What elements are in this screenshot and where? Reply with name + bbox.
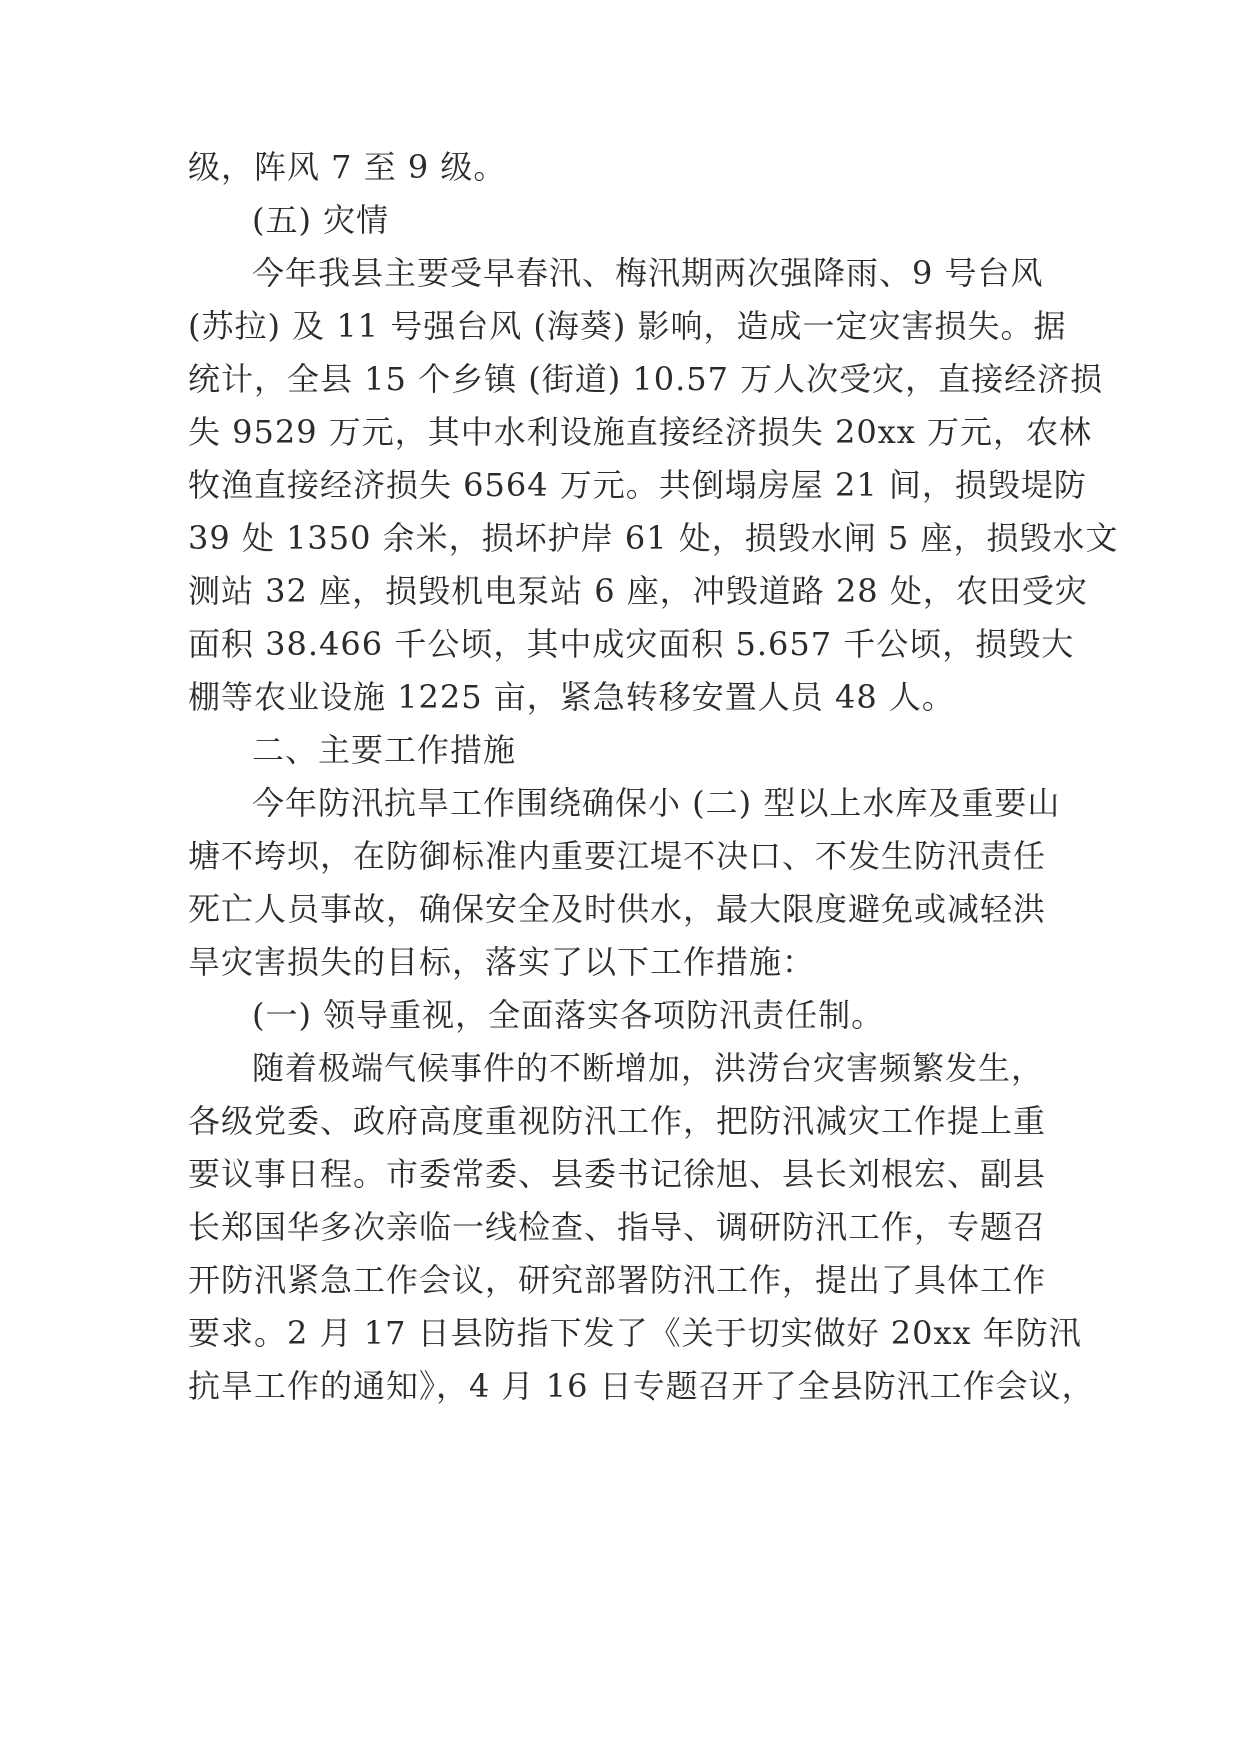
paragraph-line: 要议事日程。市委常委、县委书记徐旭、县长刘根宏、副县 <box>188 1155 1047 1193</box>
paragraph-line: 死亡人员事故，确保安全及时供水，最大限度避免或减轻洪 <box>188 890 1047 928</box>
paragraph-line: 39 处 1350 余米，损坏护岸 61 处，损毁水闸 5 座，损毁水文 <box>188 519 1119 557</box>
paragraph-line: 开防汛紧急工作会议，研究部署防汛工作，提出了具体工作 <box>188 1261 1047 1299</box>
paragraph-line: 统计，全县 15 个乡镇 (街道) 10.57 万人次受灾，直接经济损 <box>188 360 1104 398</box>
paragraph-line: 长郑国华多次亲临一线检查、指导、调研防汛工作，专题召 <box>188 1208 1047 1246</box>
text-line: 级，阵风 7 至 9 级。 <box>188 148 507 186</box>
paragraph-line: 要求。2 月 17 日县防指下发了《关于切实做好 20xx 年防汛 <box>188 1314 1082 1352</box>
paragraph-line: (苏拉) 及 11 号强台风 (海葵) 影响，造成一定灾害损失。据 <box>188 307 1067 345</box>
paragraph-line: 随着极端气候事件的不断增加，洪涝台灾害频繁发生， <box>252 1049 1045 1087</box>
paragraph-line: 旱灾害损失的目标，落实了以下工作措施： <box>188 943 816 981</box>
paragraph-line: 各级党委、政府高度重视防汛工作，把防汛减灾工作提上重 <box>188 1102 1047 1140</box>
section-heading: (五) 灾情 <box>252 201 390 239</box>
paragraph-line: 今年我县主要受早春汛、梅汛期两次强降雨、9 号台风 <box>252 254 1044 292</box>
paragraph-line: 塘不垮坝，在防御标准内重要江堤不决口、不发生防汛责任 <box>188 837 1047 875</box>
paragraph-line: 失 9529 万元，其中水利设施直接经济损失 20xx 万元，农林 <box>188 413 1092 451</box>
paragraph-line: 抗旱工作的通知》，4 月 16 日专题召开了全县防汛工作会议， <box>188 1367 1095 1405</box>
paragraph-line: 今年防汛抗旱工作围绕确保小 (二) 型以上水库及重要山 <box>252 784 1061 822</box>
paragraph-line: 棚等农业设施 1225 亩，紧急转移安置人员 48 人。 <box>188 678 955 716</box>
section-heading: 二、主要工作措施 <box>252 731 517 769</box>
paragraph-line: 测站 32 座，损毁机电泵站 6 座，冲毁道路 28 处，农田受灾 <box>188 572 1088 610</box>
paragraph-line: 面积 38.466 千公顷，其中成灾面积 5.657 千公顷，损毁大 <box>188 625 1075 663</box>
paragraph-line: 牧渔直接经济损失 6564 万元。共倒塌房屋 21 间，损毁堤防 <box>188 466 1087 504</box>
subsection-heading: (一) 领导重视，全面落实各项防汛责任制。 <box>252 996 885 1034</box>
